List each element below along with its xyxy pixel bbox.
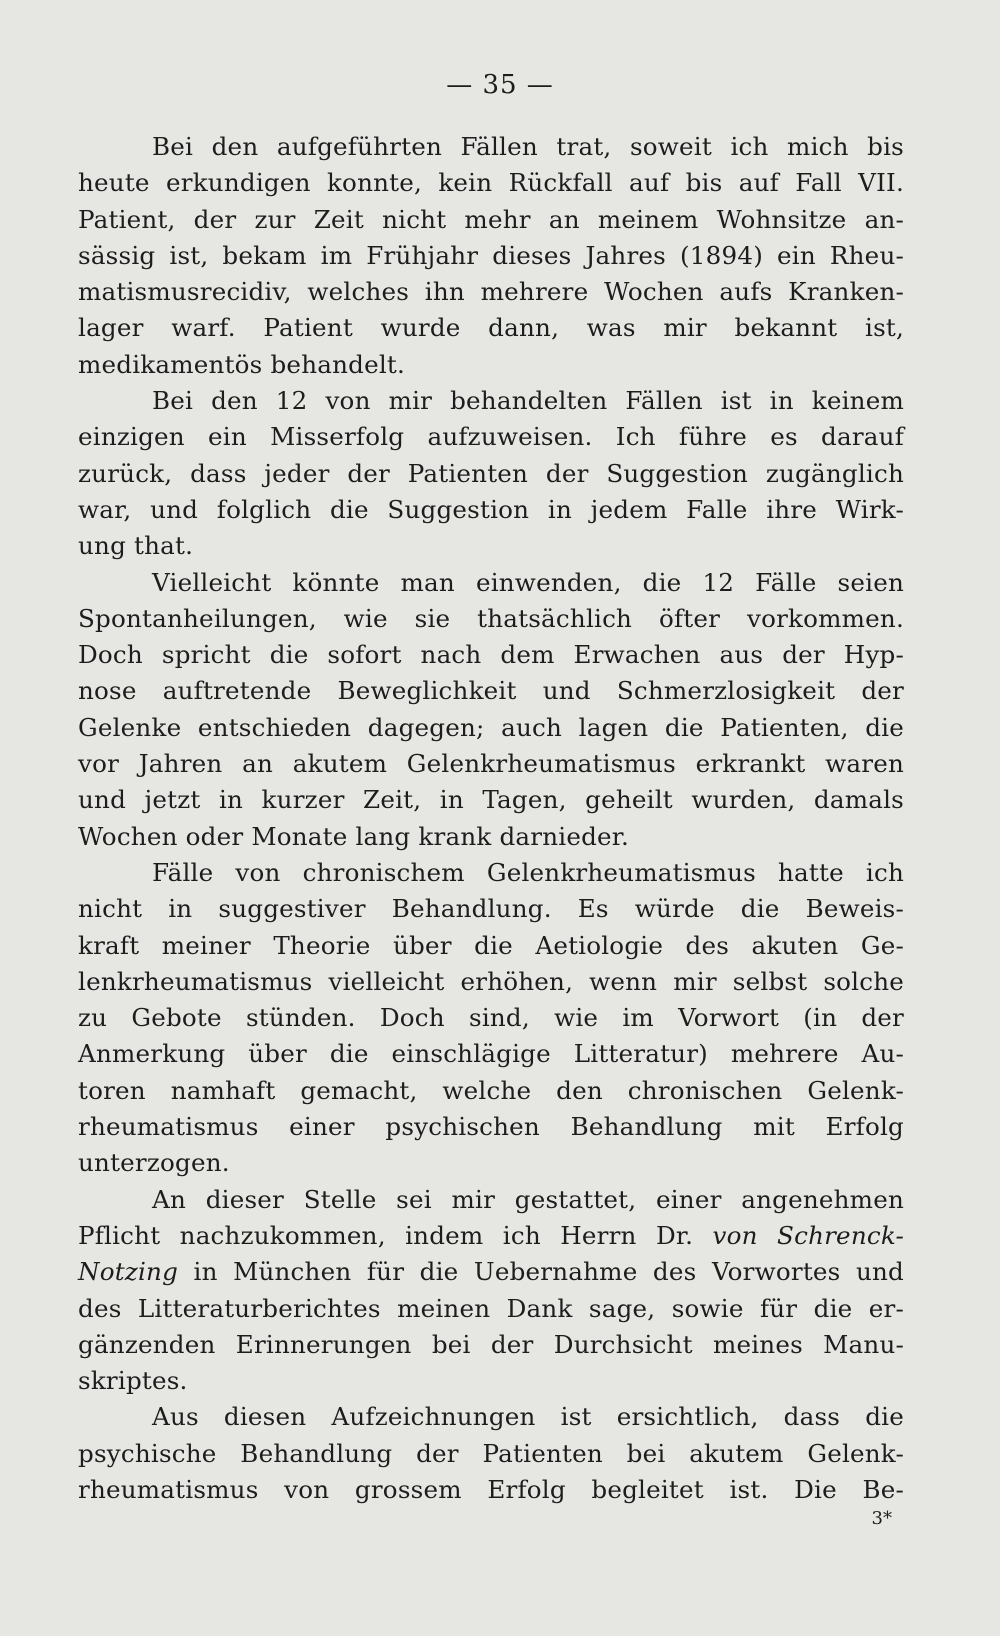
text-line [78,710,904,746]
text-line [78,528,904,564]
line-text: ung that. [78,531,194,561]
text-line [78,1436,904,1472]
text-line [78,1218,904,1254]
text-line [78,1109,904,1145]
text-line [78,964,904,1000]
text-line [78,819,904,855]
text-line [78,456,904,492]
text-line [78,601,904,637]
line-text: Bei den 12 von mir behandelten Fällen ist in keinem [152,386,904,416]
text-line [78,383,904,419]
text-line [78,1399,904,1435]
line-text: nicht in suggestiver Behandlung. Es würde die Beweis- [78,894,904,924]
line-text: matismusrecidiv, welches ihn mehrere Wochen aufs Kranken- [78,277,904,307]
line-text: heute erkundigen konnte, kein Rückfall auf bis auf Fall VII. [78,168,904,198]
line-text: gänzenden Erinnerungen bei der Durchsicht meines Manu- [78,1329,904,1359]
line-text: psychische Behandlung der Patienten bei akutem Gelenk- [78,1438,904,1468]
line-text: Aus diesen Aufzeichnungen ist ersichtlich, dass die [152,1402,904,1432]
text-line [78,1363,904,1399]
line-text: lager warf. Patient wurde dann, was mir bekannt ist, [78,313,904,343]
text-line [78,202,904,238]
text-line [78,1073,904,1109]
text-line [78,419,904,455]
line-text: lenkrheumatismus vielleicht erhöhen, wenn mir selbst solche [78,966,904,996]
line-text: Anmerkung über die einschlägige Litteratur) mehrere Au- [78,1039,904,1069]
text-line [78,274,904,310]
line-text: des Litteraturberichtes meinen Dank sage, sowie für die er- [78,1293,904,1323]
text-line [78,928,904,964]
text-line [78,1254,904,1290]
line-text: Patient, der zur Zeit nicht mehr an meinem Wohnsitze an- [78,204,904,234]
text-line [78,746,904,782]
text-line [78,673,904,709]
line-text: Vielleicht könnte man einwenden, die 12 Fälle seien [152,567,904,597]
text-line [78,492,904,528]
line-text: zu Gebote stünden. Doch sind, wie im Vorwort (in der [78,1003,904,1033]
page-number-header: — 35 — [446,70,554,100]
line-text: zurück, dass jeder der Patienten der Suggestion zugänglich [78,458,904,488]
line-text: einzigen ein Misserfolg aufzuweisen. Ich führe es darauf [78,422,904,452]
text-line [78,782,904,818]
text-line [78,1472,904,1508]
line-text: und jetzt in kurzer Zeit, in Tagen, geheilt wurden, damals [78,785,904,815]
text-line [78,1327,904,1363]
text-line [78,1145,904,1181]
text-line [78,891,904,927]
line-text: sässig ist, bekam im Frühjahr dieses Jahres (1894) ein Rheu- [78,240,904,270]
text-line [78,129,904,165]
line-text: skriptes. [78,1366,188,1396]
text-line [78,1291,904,1327]
line-text: An dieser Stelle sei mir gestattet, einer angenehmen [152,1184,904,1214]
line-text: medikamentös behandelt. [78,349,405,379]
text-line [78,1000,904,1036]
line-text: Gelenke entschieden dagegen; auch lagen die Patienten, die [78,712,904,742]
line-text: Fälle von chronischem Gelenkrheumatismus hatte ich [152,857,904,887]
line-text: Doch spricht die sofort nach dem Erwachen aus der Hyp- [78,640,904,670]
line-text: Bei den aufgeführten Fällen trat, soweit ich mich bis [152,132,904,161]
line-text: unterzogen. [78,1148,230,1178]
text-line [78,565,904,601]
text-line [78,637,904,673]
line-text: kraft meiner Theorie über die Aetiologie des akuten Ge- [78,930,904,960]
text-line [78,165,904,201]
text-line [78,1036,904,1072]
text-line [78,310,904,346]
line-text: toren namhaft gemacht, welche den chronischen Gelenk- [78,1075,904,1105]
signature-mark: 3* [871,1508,892,1529]
line-text: vor Jahren an akutem Gelenkrheumatismus erkrankt waren [78,749,904,779]
text-line [78,238,904,274]
line-text: nose auftretende Beweglichkeit und Schmerzlosigkeit der [78,676,904,706]
line-text: war, und folglich die Suggestion in jedem Falle ihre Wirk- [78,494,904,524]
line-text: in München für die Uebernahme des Vorwortes und [178,1257,904,1287]
line-text: rheumatismus von grossem Erfolg begleitet ist. Die Be- [78,1474,904,1504]
line-text: rheumatismus einer psychischen Behandlung mit Erfolg [78,1112,904,1142]
line-text: Pflicht nachzukommen, indem ich Herrn Dr. [78,1220,713,1250]
line-text: Wochen oder Monate lang krank darnieder. [78,821,630,851]
italic-name: von Schrenck- [712,1220,905,1250]
text-line [78,1182,904,1218]
line-text: Spontanheilungen, wie sie thatsächlich öfter vorkommen. [78,603,904,633]
text-line [78,855,904,891]
body-text [78,129,904,1508]
text-line [78,347,904,383]
italic-name: Notzing [78,1257,179,1287]
